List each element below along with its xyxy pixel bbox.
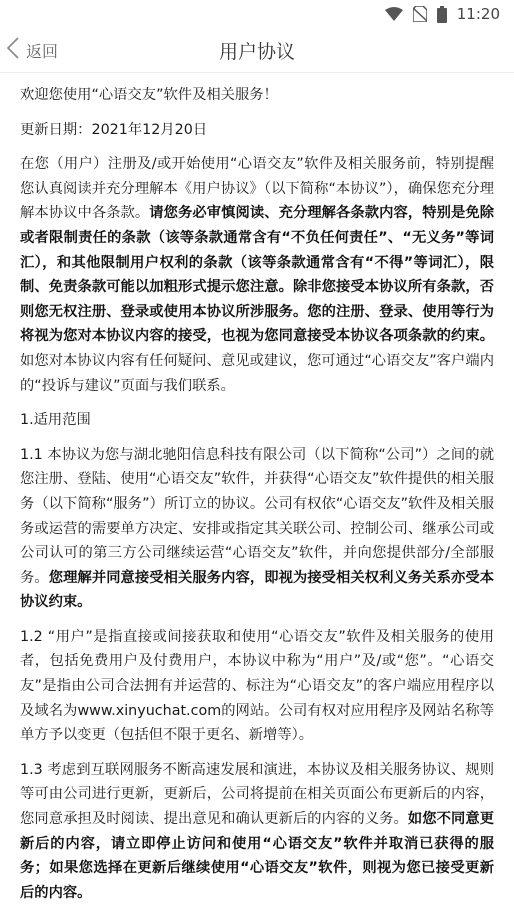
status-time: 11:20 [456,5,500,23]
section-title: 1.适用范围 [20,412,91,429]
clause-1-3-bold: 如您不同意更新后的内容，请立即停止访问和使用“心语交友”软件并取消已获得的服务；如果您选择在更新后继续使用“心语交友”软件，则视为您已接受更新后的内容。 [20,811,494,901]
clause-1-1 [20,443,494,615]
nav-bar [0,28,514,73]
back-label: 返回 [26,41,59,61]
intro-paragraph [20,152,494,398]
page-title: 用户协议 [218,40,295,63]
update-date: 更新日期：2021年12月20日 [20,121,208,138]
clause-1-2: 1.2 “用户”是指直接或间接获取和使用“心语交友”软件及相关服务的使用者，包括免费用户及付费用户，本协议中称为“用户”及/或“您”。“心语交友”是指由公司合法拥有并运营的、标注为“心语交友”的客户端应用程序以及域名为www.xinyuchat.com的网站。公司有权对应用程序及网站名称等单方予以变更（包括但不限于更名、新增等）。 [20,628,494,744]
agreement-content[interactable] [0,73,514,915]
wifi-icon [385,7,403,21]
clause-1-3-text: 1.3 考虑到互联网服务不断高速发展和演进，本协议及相关服务协议、规则等可由公司进行更新，更新后，公司将提前在相关页面公布更新后的内容，您同意承担及时阅读、提出意见和确认更新后的内容的义务。 [20,761,494,828]
clause-1-1-text: 1.1 本协议为您与湖北驰阳信息科技有限公司（以下简称“公司”）之间的就您注册、登陆、使用“心语交友”软件，并获得“心语交友”软件提供的相关服务（以下简称“服务”）所订立的协议。公司有权依“心语交友”软件及相关服务或运营的需要单方决定、安排或指定其关联公司、控制公司、继承公司或公司认可的第三方公司继续运营“心语交友”软件，并向您提供部分/全部服务。 [20,446,494,586]
clause-1-1-bold: 您理解并同意接受相关服务内容，即视为接受相关权利义务关系亦受本协议约束。 [20,569,494,611]
status-bar [0,0,514,28]
intro-contact-text: 如您对本协议内容有任何疑问、意见或建议，您可通过“心语交友”客户端内的“投诉与建议”页面与我们联系。 [20,352,494,394]
intro-text: 在您（用户）注册及/或开始使用“心语交友”软件及相关服务前，特别提醒您认真阅读并充分理解本《用户协议》（以下简称“本协议”），确保您充分理解本协议中各条款。 [20,156,494,222]
no-sim-icon [413,6,427,22]
back-button[interactable] [6,36,58,64]
welcome-text: 欢迎您使用“心语交友”软件及相关服务！ [20,87,278,103]
chevron-left-icon [6,36,20,64]
intro-bold-text: 请您务必审慎阅读、充分理解各条款内容，特别是免除或者限制责任的条款（该等条款通常含有“不负任何责任”、“无义务”等词汇），和其他限制用户权利的条款（该等条款通常含有“不得”等词汇），限制、免责条款可能以加粗形式提示您注意。除非您接受本协议所有条款，否则您无权注册、登录或使用本协议所涉服务。您的注册、登录、使用等行为将视为您对本协议内容的接受，也视为您同意接受本协议各项条款的约束。 [20,205,495,345]
clause-1-3 [20,758,494,906]
battery-icon [437,6,447,23]
